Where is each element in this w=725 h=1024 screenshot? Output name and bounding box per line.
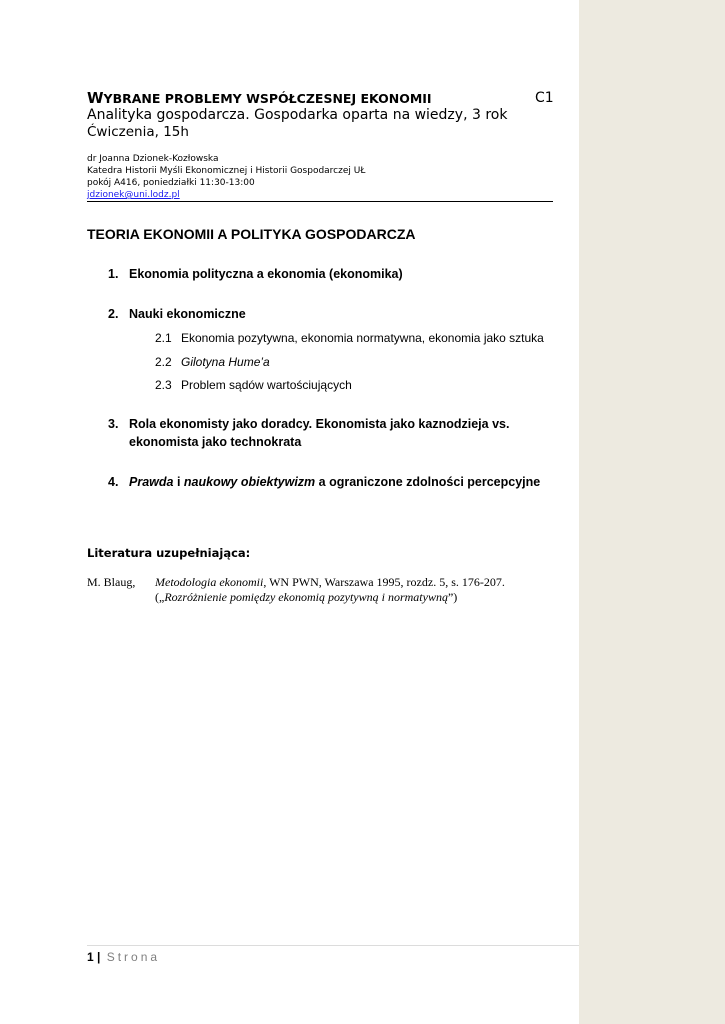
course-hours: Ćwiczenia, 15h xyxy=(87,124,189,140)
subitem-text: Ekonomia pozytywna, ekonomia normatywna, ekonomia jako sztuka xyxy=(181,331,544,345)
reference-note-close: ”) xyxy=(447,590,458,604)
page-footer xyxy=(87,950,160,964)
item-text xyxy=(129,473,559,491)
footer-divider xyxy=(87,945,579,946)
email-link[interactable]: jdzionek@uni.lodz.pl xyxy=(87,190,180,200)
subitem-text: Gilotyna Hume’a xyxy=(181,355,270,369)
page-word: Strona xyxy=(106,950,161,964)
lecturer-name: dr Joanna Dzionek-Kozłowska xyxy=(87,154,219,164)
footer-separator: | xyxy=(93,950,104,964)
item-number: 4. xyxy=(108,475,119,489)
subitem-number: 2.3 xyxy=(155,378,172,392)
subitem-2-1 xyxy=(155,331,544,345)
subitem-number: 2.1 xyxy=(155,331,172,345)
course-title-rest: YBRANE PROBLEMY WSPÓŁCZESNEJ EKONOMII xyxy=(103,91,432,106)
literature-heading: Literatura uzupełniająca: xyxy=(87,546,251,560)
reference-note-open: („ xyxy=(155,590,165,604)
subitem-text: Problem sądów wartościujących xyxy=(181,378,352,392)
item-number: 2. xyxy=(108,307,119,321)
item-text-connector: i xyxy=(173,475,184,489)
reference-details: , WN PWN, Warszawa 1995, rozdz. 5, s. 176-207. xyxy=(263,575,505,589)
page-number: 1 xyxy=(87,950,94,964)
reference-author: M. Blaug, xyxy=(87,575,136,589)
reference-text xyxy=(155,575,505,605)
reference-note-title: Rozróżnienie pomiędzy ekonomią pozytywną i normatywną xyxy=(164,590,448,604)
subitem-2-3 xyxy=(155,378,352,392)
reference-line-2 xyxy=(155,590,505,605)
course-code: C1 xyxy=(535,90,554,106)
item-text-emphasis-1: Prawda xyxy=(129,475,174,489)
reference-line-1 xyxy=(155,575,505,590)
item-text-line-2: ekonomista jako technokrata xyxy=(129,435,302,449)
course-title xyxy=(87,89,432,107)
item-text: Nauki ekonomiczne xyxy=(129,307,246,321)
topic-heading: TEORIA EKONOMII A POLITYKA GOSPODARCZA xyxy=(87,226,416,242)
item-text-rest: a ograniczone zdolności percepcyjne xyxy=(315,475,541,489)
item-text-emphasis-2: naukowy obiektywizm xyxy=(183,475,316,489)
department-name: Katedra Historii Myśli Ekonomicznej i Historii Gospodarczej UŁ xyxy=(87,166,366,176)
item-text xyxy=(129,415,559,451)
side-band xyxy=(579,0,725,1024)
item-number: 1. xyxy=(108,267,119,281)
header-divider xyxy=(87,201,553,202)
reference-title: Metodologia ekonomii xyxy=(155,575,264,589)
subitem-number: 2.2 xyxy=(155,355,172,369)
subitem-2-2 xyxy=(155,355,270,369)
course-subtitle: Analityka gospodarcza. Gospodarka oparta na wiedzy, 3 rok xyxy=(87,107,508,123)
item-text-line-1: Rola ekonomisty jako doradcy. Ekonomista jako kaznodzieja vs. xyxy=(129,417,510,431)
office-hours: pokój A416, poniedziałki 11:30-13:00 xyxy=(87,178,255,188)
contact-block xyxy=(87,153,365,201)
item-text: Ekonomia polityczna a ekonomia (ekonomika) xyxy=(129,267,403,281)
item-number: 3. xyxy=(108,417,119,431)
course-title-initial: W xyxy=(87,89,104,107)
